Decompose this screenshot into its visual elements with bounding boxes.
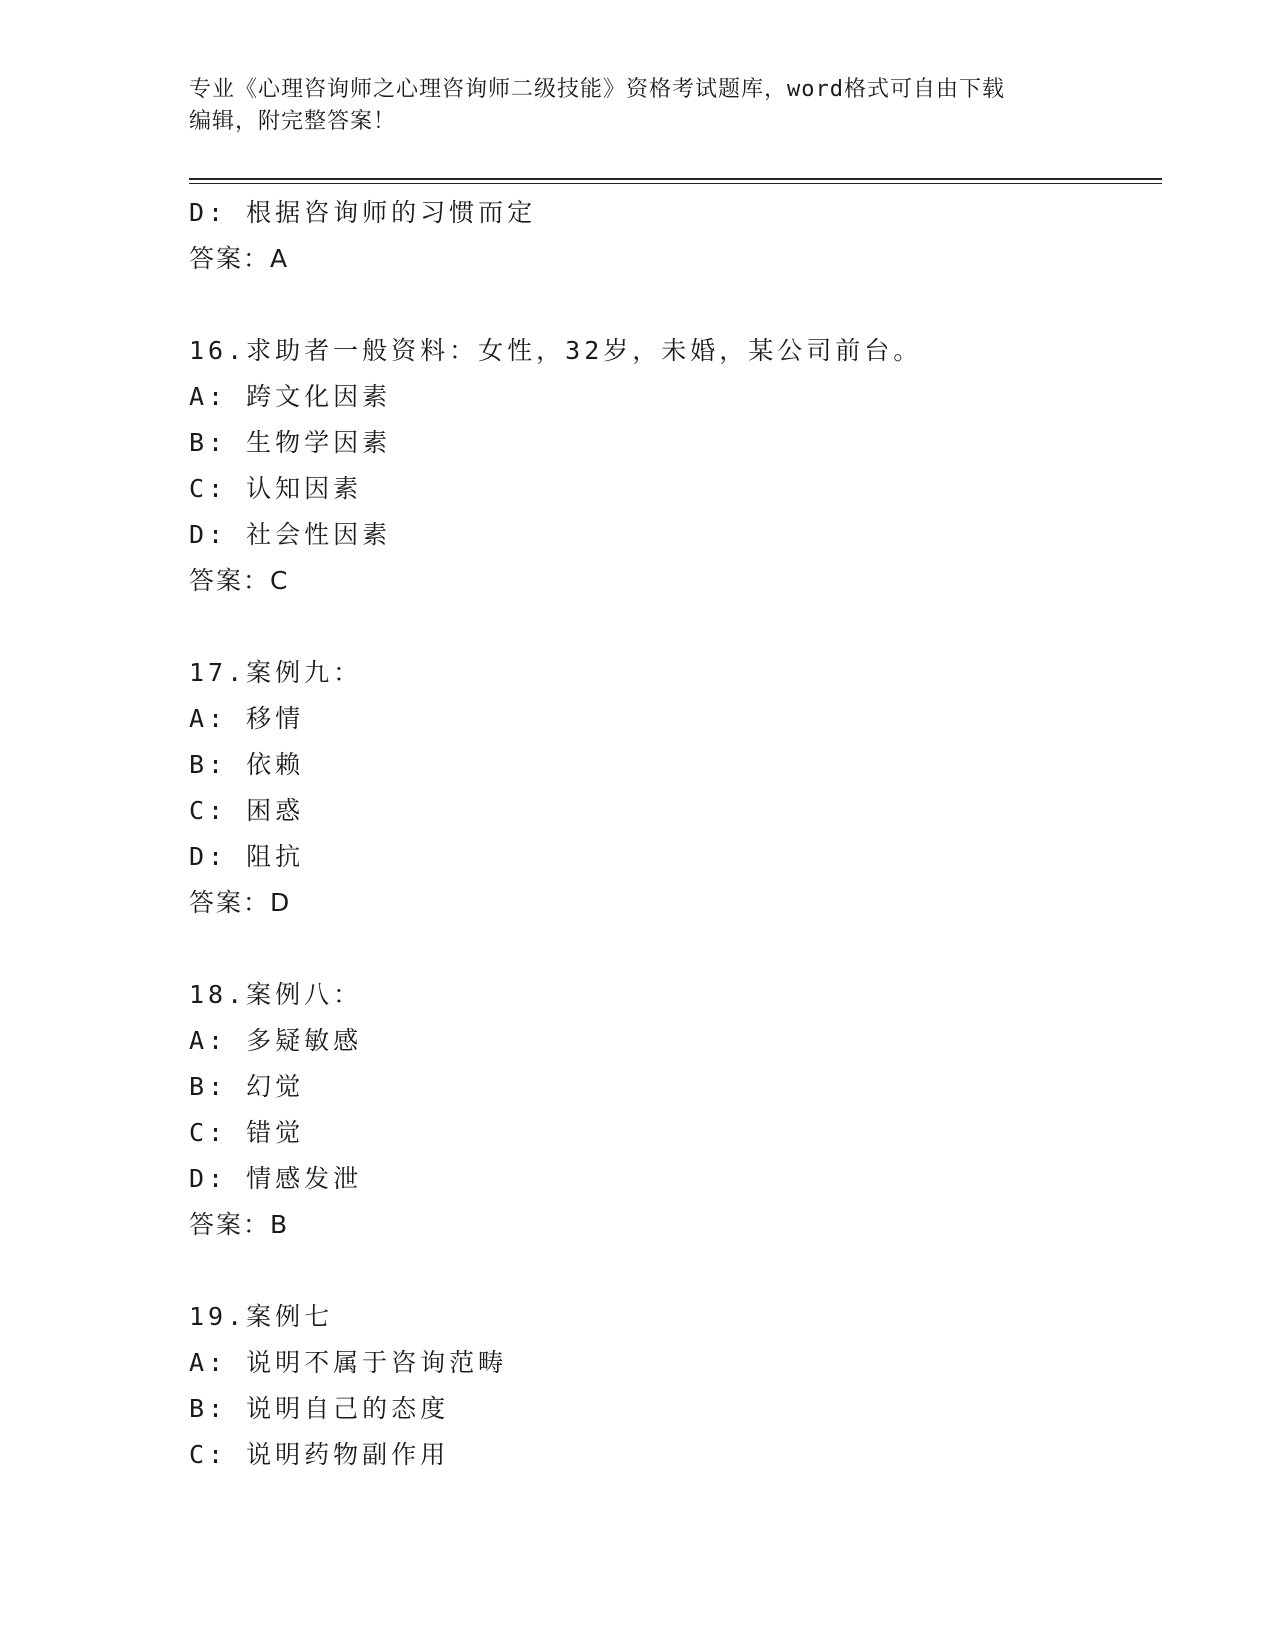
question-stem: 19.案例七 xyxy=(189,1302,334,1331)
answer-line: 答案：A xyxy=(189,244,290,273)
document-header xyxy=(189,74,1089,138)
question-19 xyxy=(189,1294,1149,1478)
option-b: B: 生物学因素 xyxy=(189,428,392,457)
answer-line: 答案：D xyxy=(189,888,292,917)
question-list xyxy=(189,190,1149,1478)
spacer xyxy=(189,604,1149,650)
previous-question-tail xyxy=(189,190,1149,282)
option-a: A: 移情 xyxy=(189,704,305,733)
spacer xyxy=(189,926,1149,972)
option-b: B: 依赖 xyxy=(189,750,305,779)
option-a: A: 多疑敏感 xyxy=(189,1026,363,1055)
question-stem: 17.案例九： xyxy=(189,658,363,687)
question-stem: 16.求助者一般资料：女性，32岁，未婚，某公司前台。 xyxy=(189,336,923,365)
option-a: A: 说明不属于咨询范畴 xyxy=(189,1348,508,1377)
option-c: C: 认知因素 xyxy=(189,474,363,503)
spacer xyxy=(189,1248,1149,1294)
option-d: D: 阻抗 xyxy=(189,842,305,871)
option-a: A: 跨文化因素 xyxy=(189,382,392,411)
option-c: C: 错觉 xyxy=(189,1118,305,1147)
question-stem: 18.案例八： xyxy=(189,980,363,1009)
header-line-2: 编辑，附完整答案！ xyxy=(189,109,397,134)
header-rule-thick xyxy=(189,178,1162,180)
spacer xyxy=(189,282,1149,328)
option-b: B: 幻觉 xyxy=(189,1072,305,1101)
option-c: C: 困惑 xyxy=(189,796,305,825)
answer-line: 答案：C xyxy=(189,566,290,595)
option-d: D: 根据咨询师的习惯而定 xyxy=(189,198,537,227)
question-18 xyxy=(189,972,1149,1248)
question-17 xyxy=(189,650,1149,926)
header-rule-thin xyxy=(189,183,1162,184)
option-d: D: 情感发泄 xyxy=(189,1164,363,1193)
option-c: C: 说明药物副作用 xyxy=(189,1440,450,1469)
option-d: D: 社会性因素 xyxy=(189,520,392,549)
question-16 xyxy=(189,328,1149,604)
option-b: B: 说明自己的态度 xyxy=(189,1394,450,1423)
header-line-1: 专业《心理咨询师之心理咨询师二级技能》资格考试题库，word格式可自由下载 xyxy=(189,77,1005,102)
answer-line: 答案：B xyxy=(189,1210,290,1239)
